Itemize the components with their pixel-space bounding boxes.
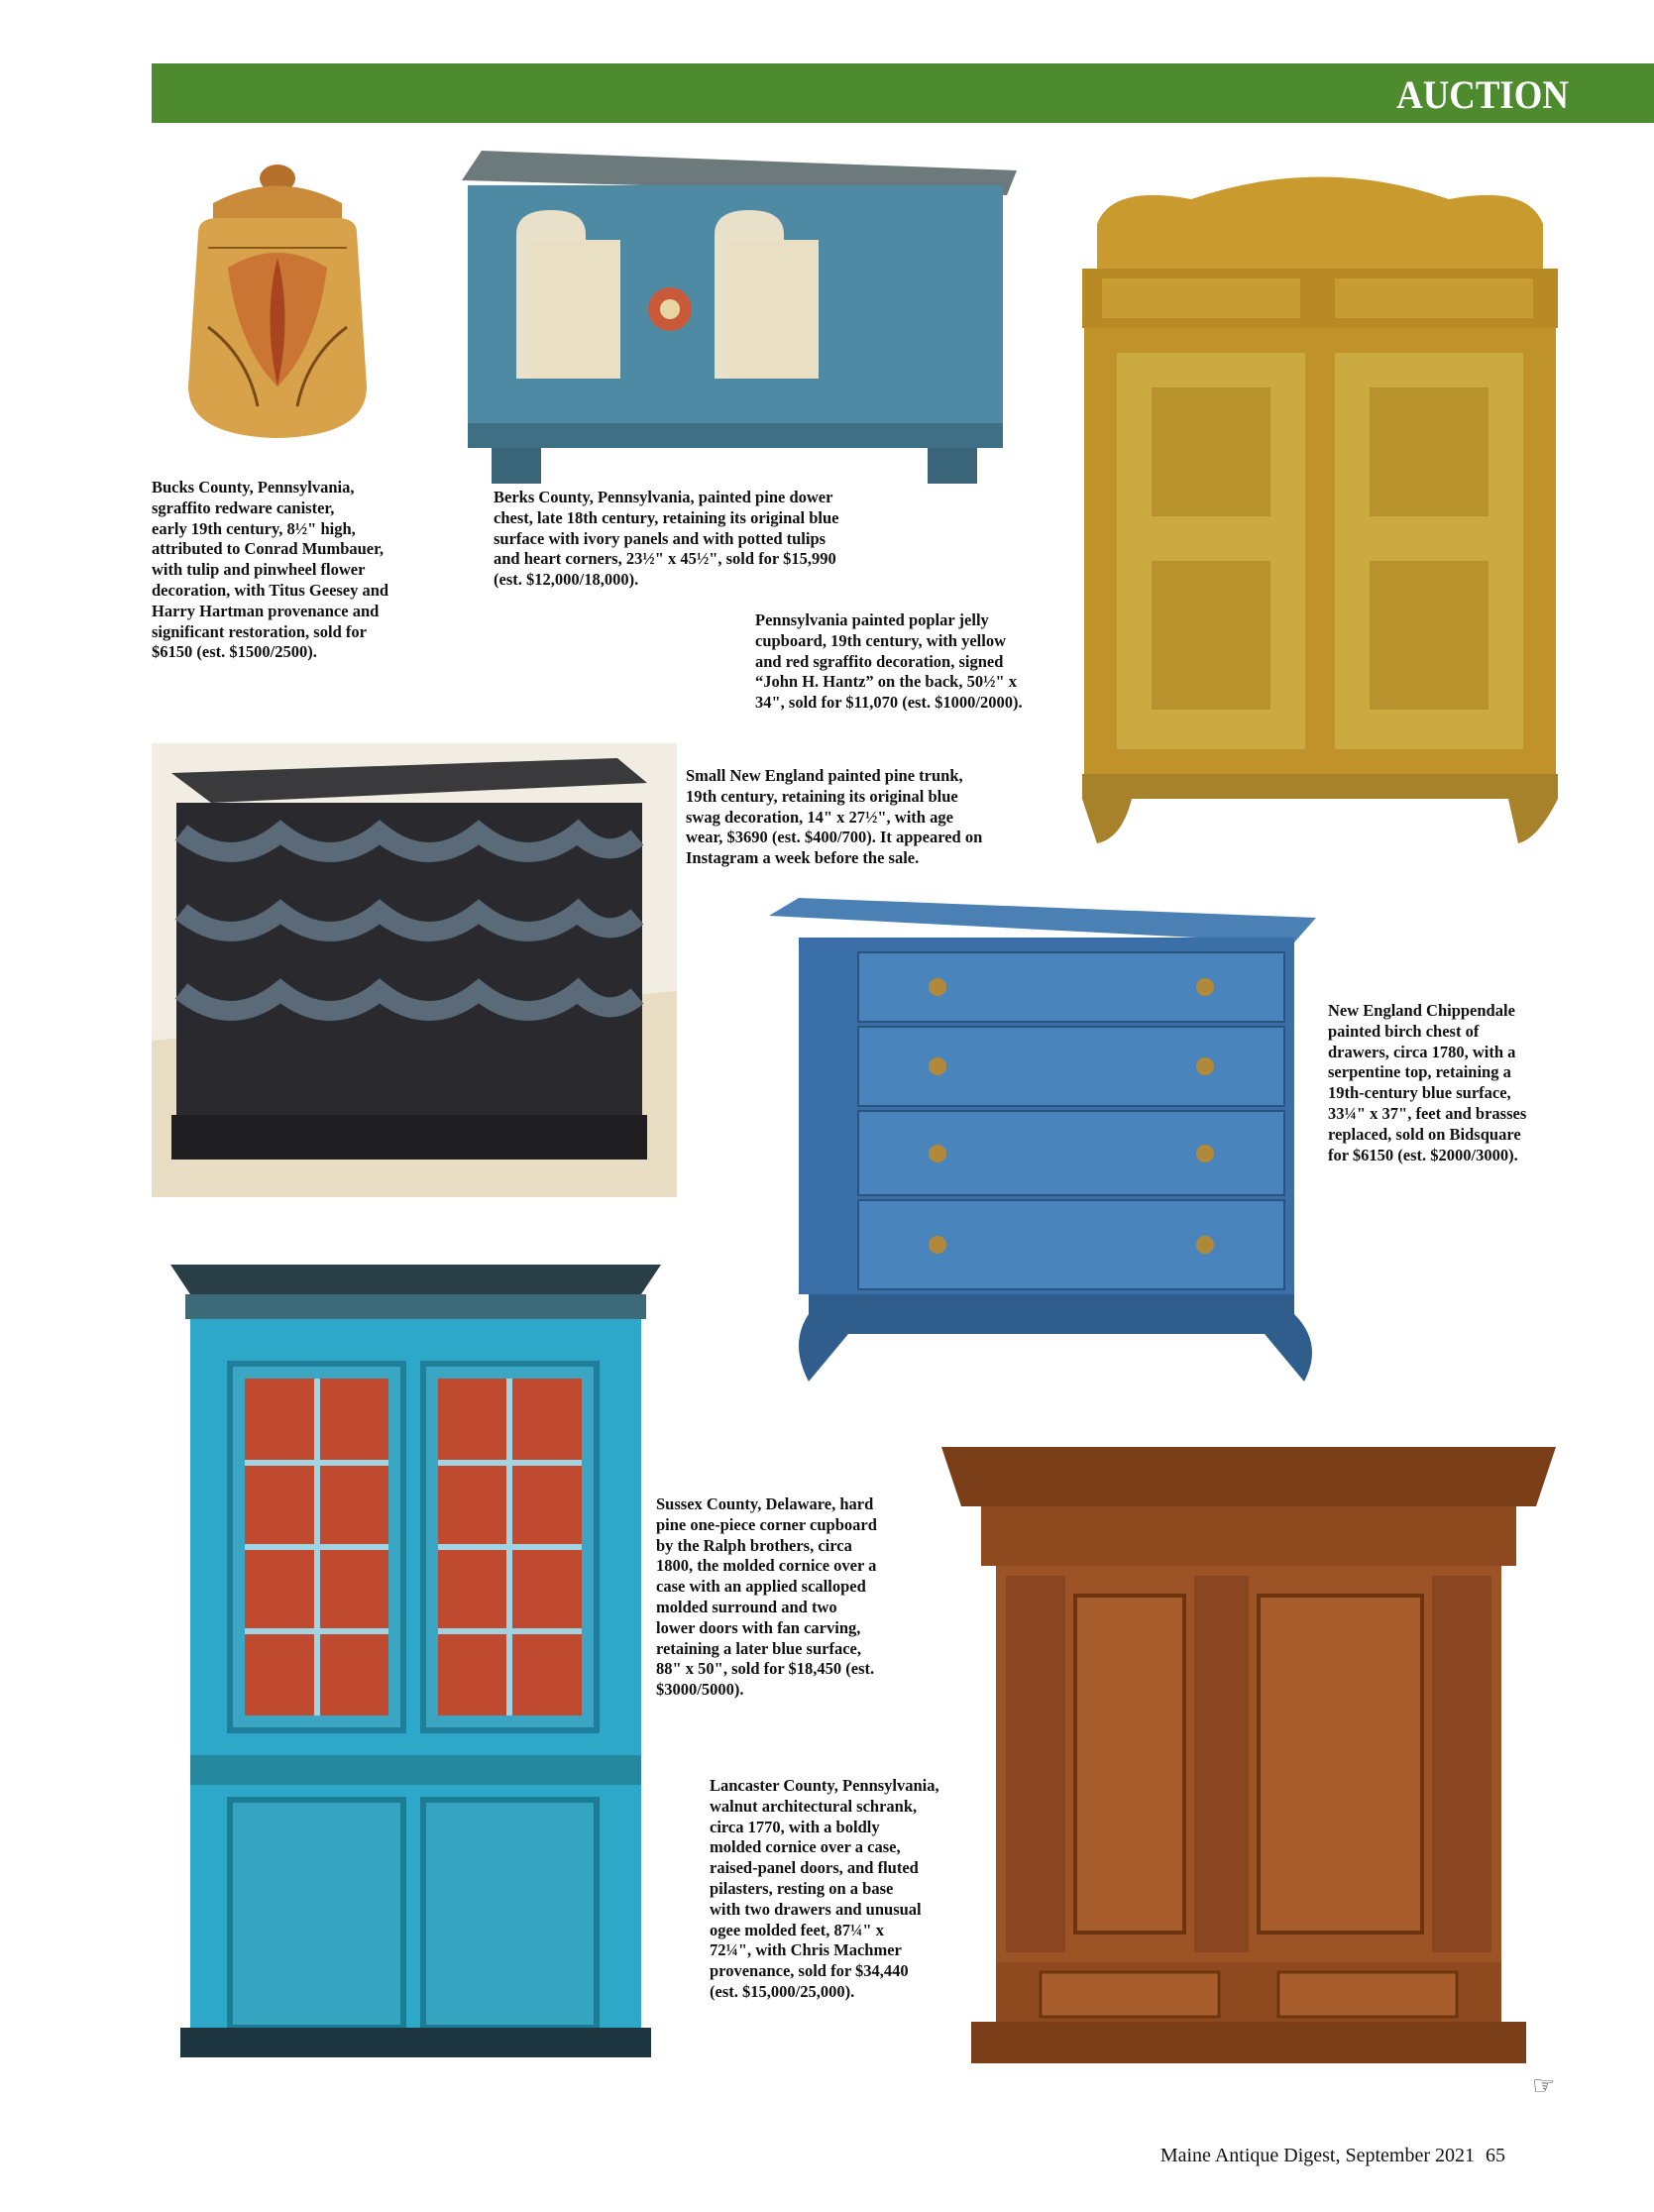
publication-name: Maine Antique Digest, September 2021 bbox=[1159, 2145, 1475, 2166]
corner-cupboard-caption: Sussex County, Delaware, hard pine one-piece corner cupboard by the Ralph brothers, circa 1800, the molded cornice over a case with an applied scalloped molded surround and two lower doors with fan carving, retaining a later blue surface, 88" x 50", sold for $18,450 (est. $3000/5000). bbox=[656, 1494, 877, 1700]
page-number: 65 bbox=[1486, 2145, 1505, 2166]
schrank-caption: Lancaster County, Pennsylvania, walnut architectural schrank, circa 1770, with a boldly molded cornice over a case, raised-panel doors, and fluted pilasters, resting on a base with two drawers and unusual ogee molded feet, 87¼" x 72¼", with Chris Machmer provenance, sold for $34,440 (est. $15,000/25,000). bbox=[710, 1776, 939, 2001]
canister-caption: Bucks County, Pennsylvania, sgraffito redware canister, early 19th century, 8½" high, attributed to Conrad Mumbauer, with tulip and pinwheel flower decoration, with Titus Geesey and Harry Hartman provenance and significant restoration, sold for $6150 (est. $1500/2500). bbox=[152, 478, 389, 662]
blue-chest-of-drawers-photo bbox=[769, 898, 1316, 1382]
jelly-cupboard-caption: Pennsylvania painted poplar jelly cupboard, 19th century, with yellow and red sgraffito decoration, signed “John H. Hantz” on the back, 50½" x 34", sold for $11,070 (est. $1000/2000). bbox=[755, 610, 1023, 713]
redware-canister-photo bbox=[168, 149, 386, 446]
continued-hand-icon: ☞ bbox=[1532, 2071, 1556, 2100]
jelly-cupboard-photo bbox=[1072, 145, 1568, 846]
chest-of-drawers-caption: New England Chippendale painted birch chest of drawers, circa 1780, with a serpentine top, retaining a 19th-century blue surface, 33¼" x 37", feet and brasses replaced, sold on Bidsquare for $6150 (est. $2000/3000). bbox=[1328, 1001, 1527, 1164]
section-banner bbox=[152, 63, 1654, 123]
page-footer bbox=[1160, 2145, 1505, 2167]
corner-cupboard-photo bbox=[170, 1265, 661, 2057]
blue-swag-trunk-photo bbox=[152, 743, 677, 1197]
trunk-caption: Small New England painted pine trunk, 19th century, retaining its original blue swag decoration, 14" x 27½", with age wear, $3690 (est. $400/700). It appeared on Instagram a week before the sale. bbox=[686, 766, 983, 868]
dower-chest-photo bbox=[462, 151, 1017, 484]
section-title: AUCTION bbox=[1396, 72, 1569, 117]
dower-chest-caption: Berks County, Pennsylvania, painted pine dower chest, late 18th century, retaining its original blue surface with ivory panels and with potted tulips and heart corners, 23½" x 45½", sold for $15,990 (est. $12,000/18,000). bbox=[494, 488, 839, 590]
walnut-schrank-photo bbox=[941, 1447, 1556, 2063]
